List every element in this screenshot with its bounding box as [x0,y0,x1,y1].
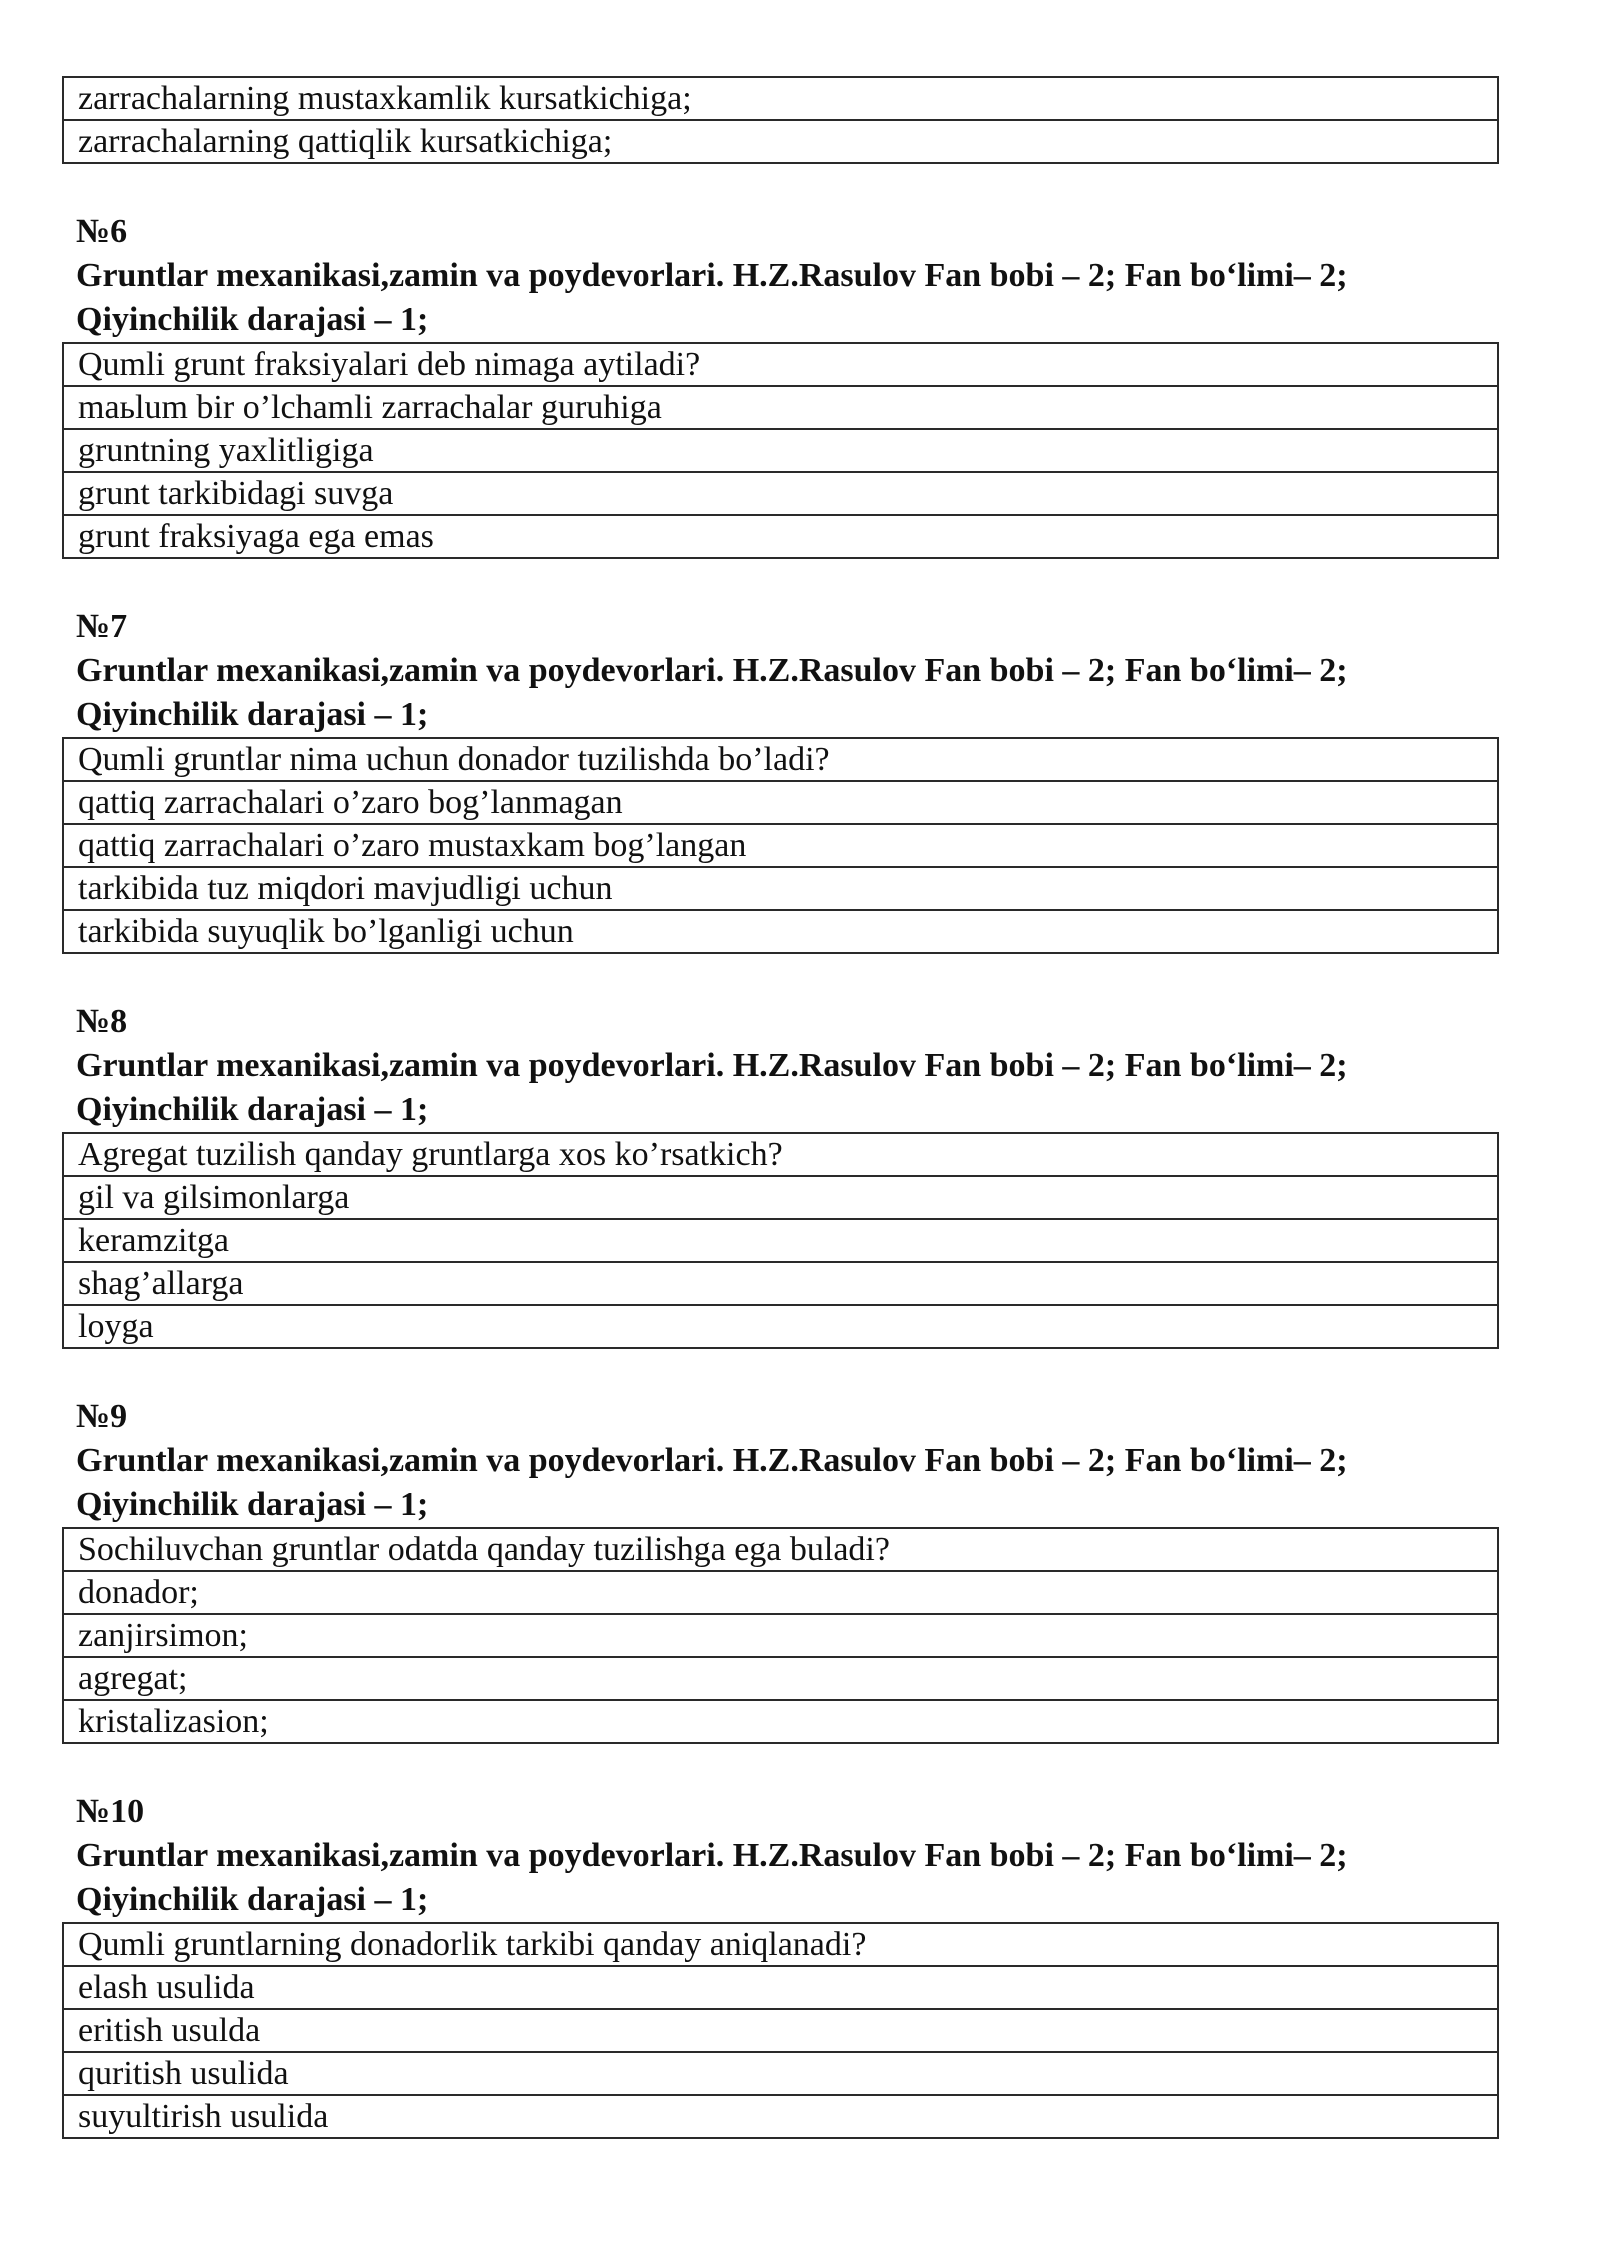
option-text: zarrachalarning mustaxkamlik kursatkichiga; [63,77,1498,120]
question-number: №7 [76,608,128,645]
question-row [63,1923,1498,1966]
option-row [63,1966,1498,2009]
question-table [62,1527,1499,1744]
option-text: loyga [63,1305,1498,1348]
option-text: gruntning yaxlitligiga [63,429,1498,472]
option-row [63,1176,1498,1219]
question-table [62,737,1499,954]
question-text: Qumli gruntlarning donadorlik tarkibi qanday aniqlanadi? [63,1923,1498,1966]
option-row [63,1305,1498,1348]
continuation-options-table [62,76,1499,164]
question-table [62,342,1499,559]
difficulty-line: Qiyinchilik darajasi – 1; [76,696,429,733]
option-row [63,77,1498,120]
option-row [63,910,1498,953]
option-text: quritish usulida [63,2052,1498,2095]
option-text: tarkibida suyuqlik bo’lganligi uchun [63,910,1498,953]
question-meta-line: Gruntlar mexanikasi,zamin va poydevorlari. H.Z.Rasulov Fan bobi – 2; Fan bo‘limi– 2; [76,652,1348,689]
option-row [63,781,1498,824]
option-row [63,120,1498,163]
option-text: kristalizasion; [63,1700,1498,1743]
question-text: Agregat tuzilish qanday gruntlarga xos ko’rsatkich? [63,1133,1498,1176]
question-row [63,1528,1498,1571]
question-meta-line: Gruntlar mexanikasi,zamin va poydevorlari. H.Z.Rasulov Fan bobi – 2; Fan bo‘limi– 2; [76,1837,1348,1874]
question-block [62,605,1499,954]
question-meta-line: Gruntlar mexanikasi,zamin va poydevorlari. H.Z.Rasulov Fan bobi – 2; Fan bo‘limi– 2; [76,257,1348,294]
option-row [63,386,1498,429]
option-row [63,1657,1498,1700]
option-text: maьlum bir o’lchamli zarrachalar guruhiga [63,386,1498,429]
question-block [62,210,1499,559]
question-meta-line: Gruntlar mexanikasi,zamin va poydevorlari. H.Z.Rasulov Fan bobi – 2; Fan bo‘limi– 2; [76,1047,1348,1084]
option-row [63,1571,1498,1614]
option-text: zarrachalarning qattiqlik kursatkichiga; [63,120,1498,163]
option-text: tarkibida tuz miqdori mavjudligi uchun [63,867,1498,910]
option-text: agregat; [63,1657,1498,1700]
question-text: Qumli grunt fraksiyalari deb nimaga aytiladi? [63,343,1498,386]
difficulty-line: Qiyinchilik darajasi – 1; [76,1486,429,1523]
option-text: qattiq zarrachalari o’zaro bog’lanmagan [63,781,1498,824]
option-row [63,429,1498,472]
option-text: zanjirsimon; [63,1614,1498,1657]
option-row [63,2052,1498,2095]
question-table [62,1922,1499,2139]
option-text: grunt tarkibidagi suvga [63,472,1498,515]
option-text: eritish usulda [63,2009,1498,2052]
question-number: №9 [76,1398,128,1435]
option-text: grunt fraksiyaga ega emas [63,515,1498,558]
option-row [63,2095,1498,2138]
question-block [62,1000,1499,1349]
difficulty-line: Qiyinchilik darajasi – 1; [76,301,429,338]
option-row [63,1700,1498,1743]
difficulty-line: Qiyinchilik darajasi – 1; [76,1881,429,1918]
question-number: №8 [76,1003,128,1040]
option-text: gil va gilsimonlarga [63,1176,1498,1219]
document-page [62,76,1499,2139]
difficulty-line: Qiyinchilik darajasi – 1; [76,1091,429,1128]
question-block [62,1395,1499,1744]
option-row [63,1614,1498,1657]
option-row [63,824,1498,867]
option-text: donador; [63,1571,1498,1614]
question-row [63,343,1498,386]
option-text: qattiq zarrachalari o’zaro mustaxkam bog’langan [63,824,1498,867]
option-row [63,867,1498,910]
option-row [63,472,1498,515]
question-row [63,1133,1498,1176]
option-text: keramzitga [63,1219,1498,1262]
option-text: shag’allarga [63,1262,1498,1305]
option-row [63,1262,1498,1305]
question-text: Sochiluvchan gruntlar odatda qanday tuzilishga ega buladi? [63,1528,1498,1571]
option-row [63,1219,1498,1262]
option-row [63,515,1498,558]
option-row [63,2009,1498,2052]
option-text: suyultirish usulida [63,2095,1498,2138]
question-row [63,738,1498,781]
question-number: №10 [76,1793,145,1830]
question-table [62,1132,1499,1349]
question-block [62,1790,1499,2139]
option-text: elash usulida [63,1966,1498,2009]
question-text: Qumli gruntlar nima uchun donador tuzilishda bo’ladi? [63,738,1498,781]
question-meta-line: Gruntlar mexanikasi,zamin va poydevorlari. H.Z.Rasulov Fan bobi – 2; Fan bo‘limi– 2; [76,1442,1348,1479]
question-number: №6 [76,213,128,250]
